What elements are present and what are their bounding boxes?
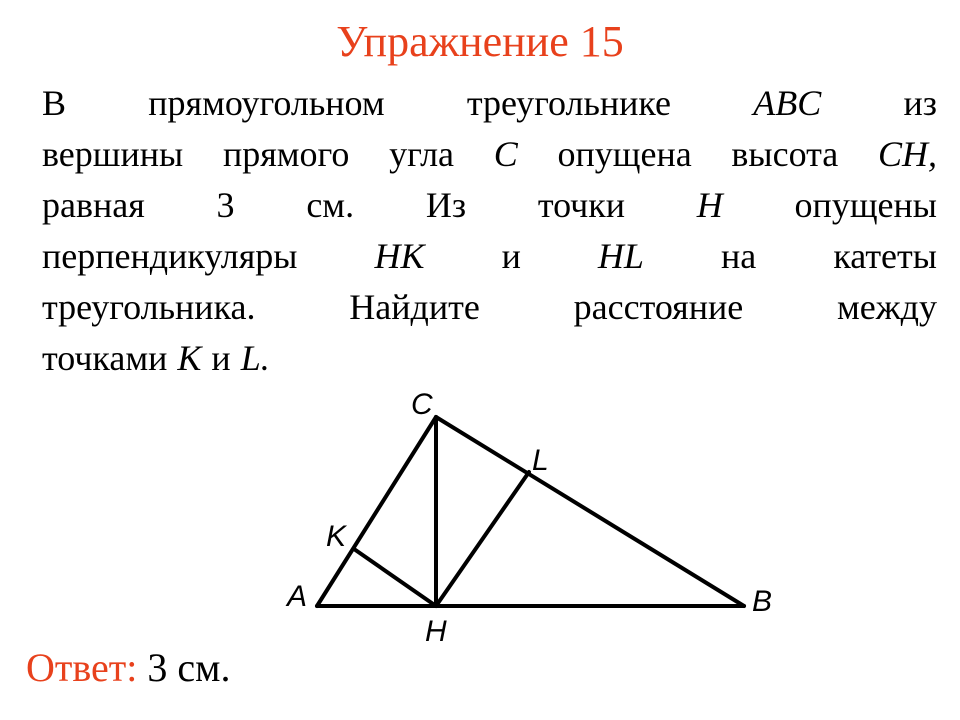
problem-word: равная	[42, 185, 145, 225]
problem-line	[42, 78, 937, 129]
answer-label: Ответ:	[26, 645, 138, 690]
triangle-figure	[270, 380, 800, 660]
problem-word-math: ABC	[753, 83, 822, 123]
problem-word: угла	[389, 134, 455, 174]
problem-word: см.	[306, 185, 355, 225]
problem-word: прямоугольном	[148, 83, 385, 123]
triangle-diagram	[270, 380, 800, 660]
slide-title: Упражнение 15	[336, 17, 624, 66]
problem-word: точками	[42, 338, 168, 378]
problem-word: 3	[216, 185, 235, 225]
problem-word: перпендикуляры	[42, 236, 298, 276]
problem-word-math: HK	[374, 236, 425, 276]
problem-line	[42, 180, 937, 231]
side-cb	[436, 417, 744, 606]
problem-statement	[42, 78, 937, 384]
problem-word-math: HL	[597, 236, 644, 276]
problem-line	[42, 231, 937, 282]
problem-word: прямого	[222, 134, 350, 174]
perpendicular-hl	[436, 472, 529, 606]
vertex-label-a: A	[287, 580, 308, 613]
side-ac	[317, 417, 436, 606]
point-label-l: L	[532, 444, 549, 477]
problem-word: расстояние	[573, 287, 744, 327]
problem-word: треугольника.	[42, 287, 256, 327]
problem-word: и	[501, 236, 521, 276]
problem-word: между	[837, 287, 937, 327]
point-label-k: K	[326, 520, 347, 553]
problem-line	[42, 333, 937, 384]
problem-word-math: K	[177, 338, 202, 378]
vertex-label-c: C	[411, 388, 433, 421]
problem-word: Найдите	[349, 287, 480, 327]
problem-word: вершины	[42, 134, 184, 174]
point-label-h: H	[425, 615, 447, 648]
answer	[26, 642, 230, 694]
problem-word: на	[721, 236, 757, 276]
problem-word-math: CH,	[877, 134, 937, 174]
perpendicular-hk	[354, 549, 436, 606]
problem-word-math: H	[696, 185, 723, 225]
problem-word: и	[211, 338, 231, 378]
problem-word: катеты	[833, 236, 937, 276]
problem-word: из	[903, 83, 937, 123]
problem-word: высота	[731, 134, 839, 174]
vertex-label-b: B	[752, 585, 773, 618]
problem-word: опущены	[794, 185, 937, 225]
problem-word: точки	[537, 185, 626, 225]
problem-line	[42, 129, 937, 180]
problem-word-math: C	[493, 134, 518, 174]
problem-word: опущена	[557, 134, 692, 174]
problem-word-math: L.	[240, 338, 270, 378]
problem-word: треугольнике	[466, 83, 671, 123]
problem-word: Из	[425, 185, 467, 225]
problem-line	[42, 282, 937, 333]
problem-word: В	[42, 83, 67, 123]
answer-value: 3 см.	[147, 645, 231, 690]
